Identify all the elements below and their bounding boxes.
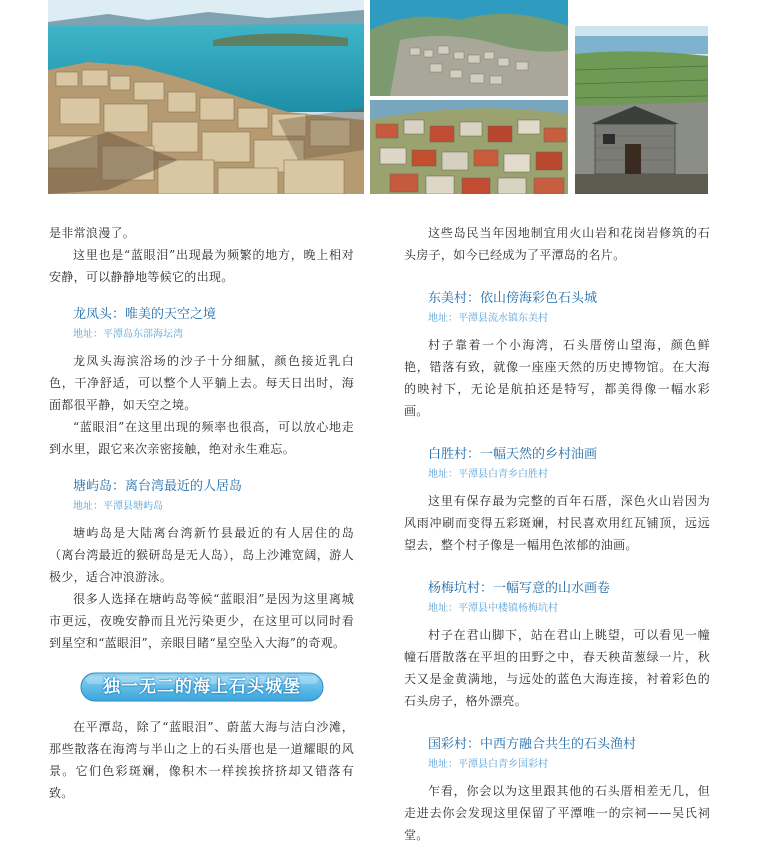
section-title: 龙凤头：唯美的天空之境 [73,307,217,322]
paragraph: 这里有保存最为完整的百年石厝，深色火山岩因为风雨冲刷而变得五彩斑斓，村民喜欢用红瓦铺顶，远远望去，整个村子像是一幅用色浓郁的油画。 [404,494,710,552]
section-address: 地址：平潭县白青乡国彩村 [428,759,548,770]
section-address: 地址：平潭县白青乡白胜村 [428,469,548,480]
section-title: 塘屿岛：离台湾最近的人居岛 [73,479,243,494]
section-baisheng-village [404,444,710,556]
paragraph: “蓝眼泪”在这里出现的频率也很高，可以放心地走到水里，跟它来次亲密接触，绝对永生难忘。 [49,420,354,456]
section-title: 白胜村：一幅天然的乡村油画 [428,447,598,462]
left-column [49,222,354,804]
paragraph: 这里也是“蓝眼泪”出现最为频繁的地方，晚上相对安静，可以静静地等候它的出现。 [49,248,354,284]
section-banner [80,672,324,702]
section-address: 地址：平潭岛东部海坛湾 [73,329,183,340]
section-title: 杨梅坑村：一幅写意的山水画卷 [428,581,611,596]
section-yangmeikeng-village [404,578,710,712]
section-tangyu-island [49,476,354,654]
paragraph: 这些岛民当年因地制宜用火山岩和花岗岩修筑的石头房子，如今已经成为了平潭岛的名片。 [404,226,710,262]
paragraph: 在平潭岛，除了“蓝眼泪”、蔚蓝大海与洁白沙滩，那些散落在海湾与半山之上的石头厝也是一道耀眼的风景。它们色彩斑斓，像积木一样挨挨挤挤却又错落有致。 [49,720,354,800]
section-guocai-village [404,734,710,846]
section-address: 地址：平潭县塘屿岛 [73,501,163,512]
paragraph: 村子在君山脚下，站在君山上眺望，可以看见一幢幢石厝散落在平坦的田野之中，春天秧苗葱绿一片，秋天又是金黄满地，与远处的蓝色大海连接，衬着彩色的石头房子，格外漂亮。 [404,628,710,708]
section-title: 国彩村：中西方融合共生的石头渔村 [428,737,637,752]
section-title: 东美村：依山傍海彩色石头城 [428,291,598,306]
paragraph: 很多人选择在塘屿岛等候“蓝眼泪”是因为这里离城市更远，夜晚安静而且光污染更少，在这里可以同时看到星空和“蓝眼泪”，亲眼目睹“星空坠入大海”的奇观。 [49,592,354,650]
stone-house-photo [575,26,708,194]
section-dongmei-village [404,288,710,422]
paragraph: 是非常浪漫了。 [49,226,136,240]
banner-text: 独一无二的海上石头城堡 [103,677,301,697]
right-column [404,222,710,846]
coastal-village-photo [48,0,364,194]
paragraph: 乍看，你会以为这里跟其他的石头厝相差无几，但走进去你会发现这里保留了平潭唯一的宗祠——吴氏祠堂。 [404,784,710,842]
aerial-village-photo [370,0,568,96]
paragraph: 塘屿岛是大陆离台湾新竹县最近的有人居住的岛（离台湾最近的猴研岛是无人岛），岛上沙滩宽阔，游人极少，适合冲浪游泳。 [49,526,354,584]
section-address: 地址：平潭县流水镇东美村 [428,313,548,324]
paragraph: 村子靠着一个小海湾，石头厝傍山望海，颜色鲜艳，错落有致，就像一座座天然的历史博物馆。在大海的映衬下，无论是航拍还是特写，都美得像一幅水彩画。 [404,338,710,418]
red-roof-village-photo [370,100,568,194]
paragraph: 龙凤头海滨浴场的沙子十分细腻，颜色接近乳白色，干净舒适，可以整个人平躺上去。每天日出时，海面都很平静，如天空之境。 [49,354,354,412]
section-longfengtou [49,304,354,460]
section-address: 地址：平潭县中楼镇杨梅坑村 [428,603,558,614]
